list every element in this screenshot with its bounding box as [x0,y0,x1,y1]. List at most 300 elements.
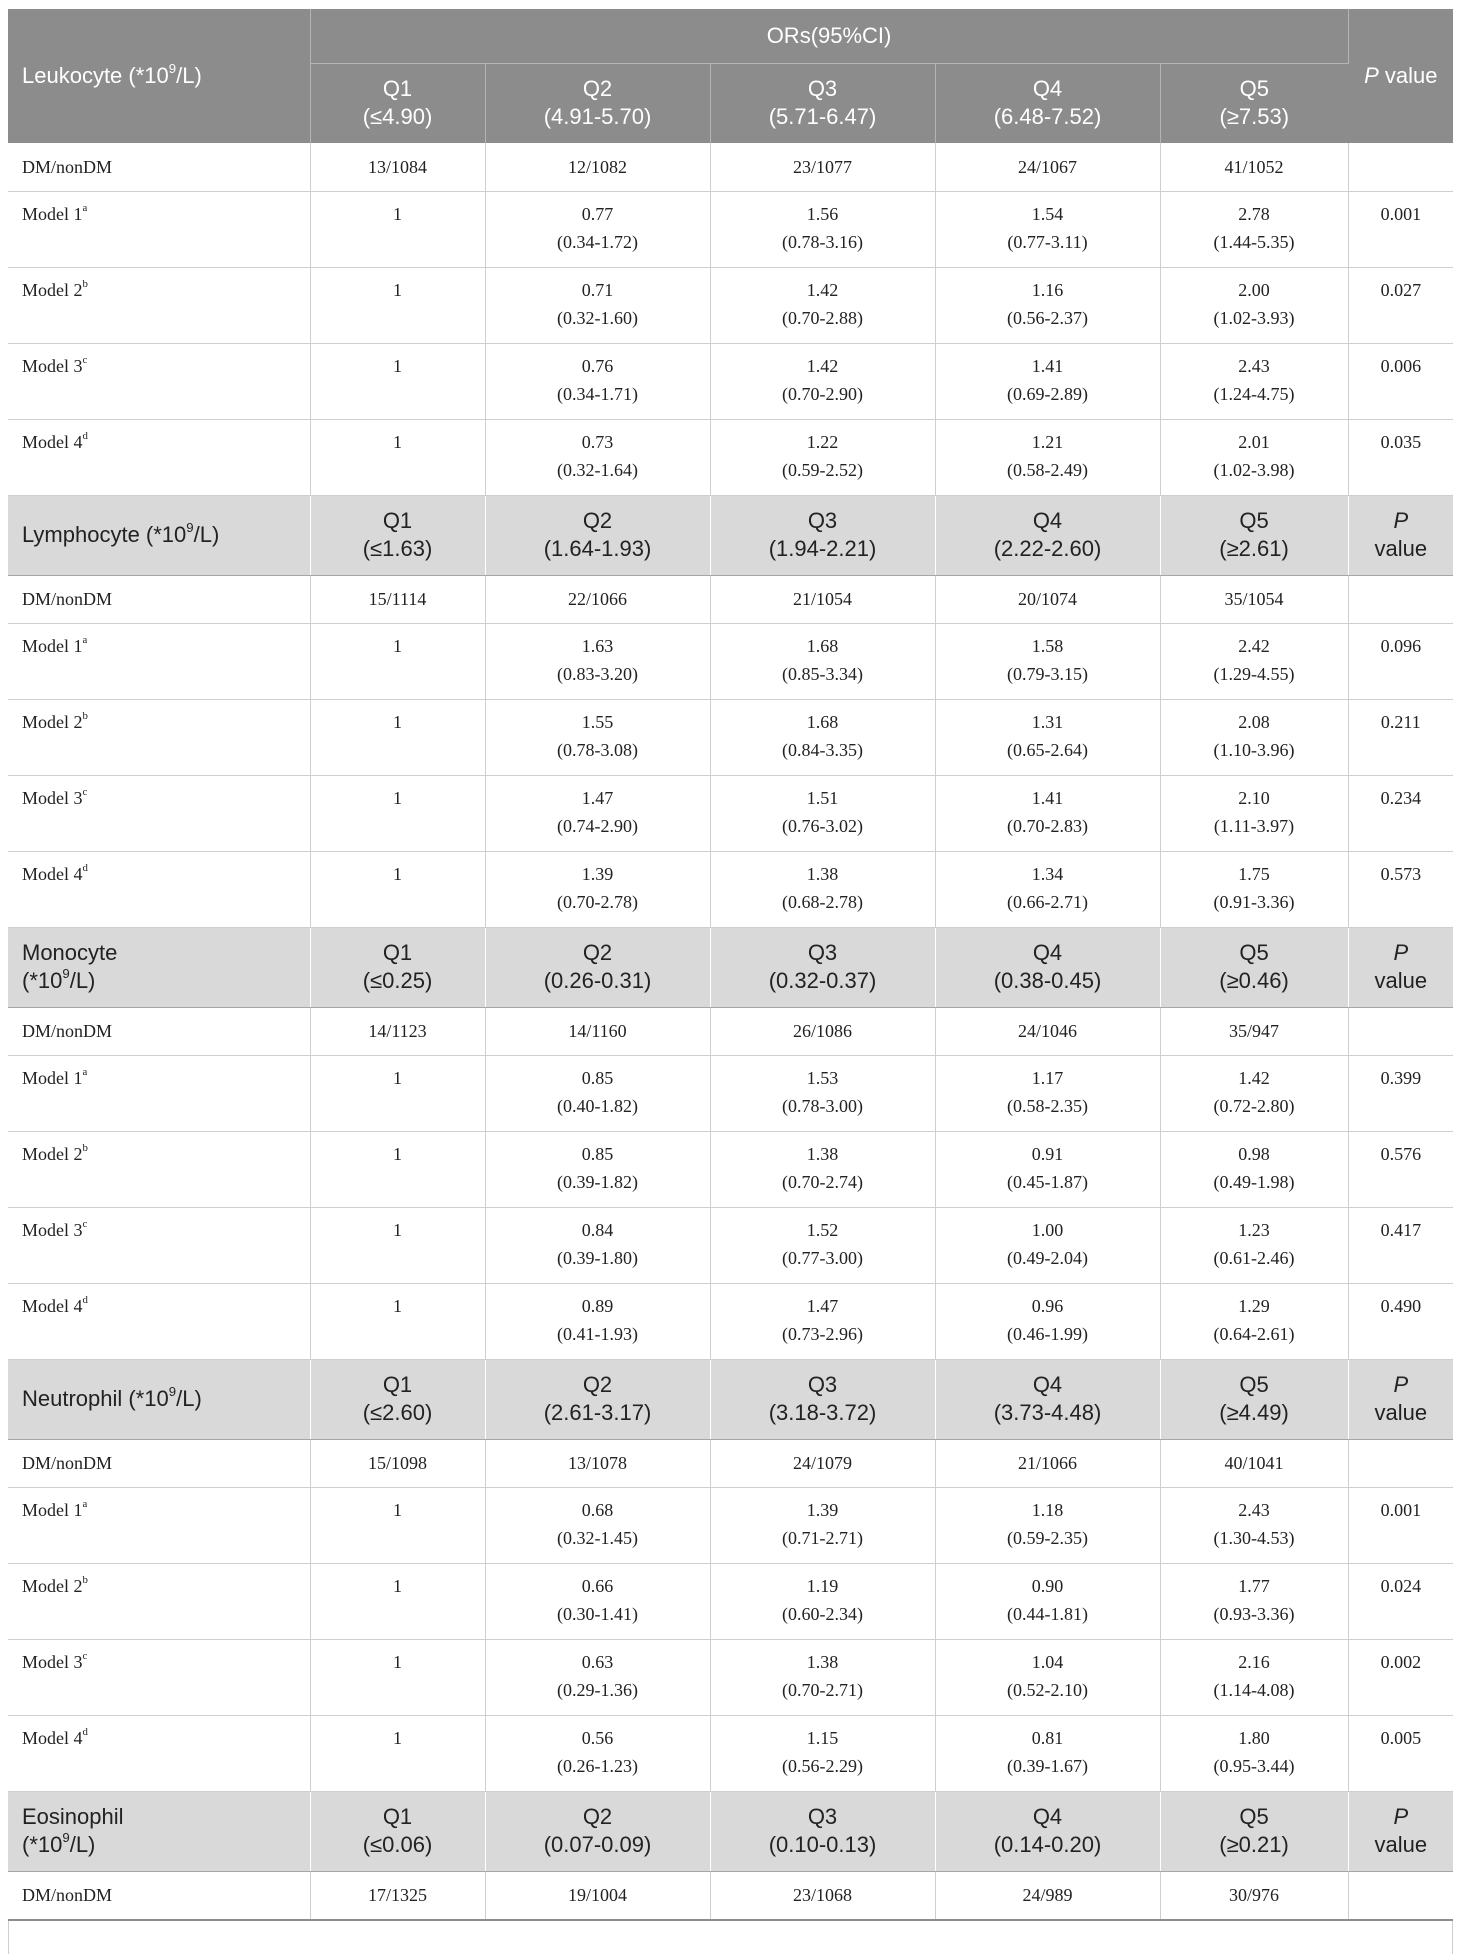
model-label [8,623,310,699]
eosinophil-label-exp: 9 [62,1829,70,1845]
leukocyte-label-exp: 9 [168,60,177,76]
quintile-heading [935,1359,1160,1439]
quintile-heading [710,1359,935,1439]
p-value-heading [1348,1359,1453,1439]
counts-cell: 26/1086 [710,1007,935,1055]
or-cell [710,775,935,851]
or-ci: (0.66-2.71) [1007,891,1088,912]
neutrophil-model-row [8,1563,1453,1639]
or-value: 1.23 [1238,1219,1270,1240]
p-value-cell: 0.096 [1348,623,1453,699]
or-value: 1 [393,1143,402,1164]
or-value: 2.01 [1238,431,1270,452]
monocyte-label [8,927,310,1007]
or-cell [485,1487,710,1563]
or-value: 1.04 [1031,1651,1064,1672]
or-cell [710,1055,935,1131]
quintile-range: (≤1.63) [362,536,433,561]
monocyte-model-row [8,1283,1453,1359]
or-cell [310,775,485,851]
model-footnote-mark: a [82,201,88,214]
p-value-cell: 0.234 [1348,775,1453,851]
neutrophil-label-suffix: /L) [176,1386,202,1411]
leukocyte-label-prefix: Leukocyte (*10 [22,63,169,88]
p-value-heading-p: P [1393,1372,1409,1397]
or-cell [1160,419,1348,495]
or-cell [485,343,710,419]
counts-cell: 41/1052 [1160,143,1348,191]
p-value-heading-rest: value [1374,536,1428,561]
or-value: 1.68 [806,635,839,656]
or-ci: (1.10-3.96) [1213,739,1295,760]
counts-cell: 35/1054 [1160,575,1348,623]
or-ci: (0.84-3.35) [782,739,863,760]
model-footnote-mark: c [82,1649,88,1662]
or-cell [935,343,1160,419]
or-ci: (0.45-1.87) [1007,1171,1088,1192]
or-cell [485,267,710,343]
quintile-range: (5.71-6.47) [768,104,877,130]
quintile-heading [1160,1791,1348,1871]
or-value: 1.41 [1031,355,1064,376]
or-value: 1 [393,863,402,884]
or-ci: (0.49-2.04) [1007,1247,1088,1268]
quintile-range: (≤0.06) [362,1832,433,1857]
quintile-heading [310,1359,485,1439]
or-ci: (0.58-2.49) [1007,459,1088,480]
or-ci: (0.76-3.02) [782,815,863,836]
or-ci: (0.30-1.41) [557,1603,638,1624]
neutrophil-counts-row [8,1439,1453,1487]
leukocyte-model-row [8,343,1453,419]
p-value-cell: 0.024 [1348,1563,1453,1639]
quintile-heading [1160,63,1348,143]
quintile-heading [485,495,710,575]
or-cell [1160,851,1348,927]
p-value-heading-rest: value [1378,63,1438,88]
or-value: 1.68 [806,711,839,732]
counts-cell: 24/1079 [710,1439,935,1487]
p-value-heading [1348,9,1453,143]
p-value-cell: 0.002 [1348,1639,1453,1715]
p-value-heading-rest: value [1374,968,1428,993]
or-cell [310,1487,485,1563]
lymphocyte-subheader-row [8,495,1453,575]
or-value: 1.31 [1031,711,1064,732]
p-value-heading-rest: value [1374,1832,1428,1857]
or-value: 1.00 [1031,1219,1064,1240]
footer-left-edge [0,1921,9,1954]
model-label-text: Model 1 [22,635,83,656]
quintile-range: (≥2.61) [1219,536,1289,561]
counts-label: DM/nonDM [8,1871,310,1919]
or-value: 1.38 [806,1143,839,1164]
quintile-range: (0.10-0.13) [768,1832,877,1857]
model-footnote-mark: a [82,1065,88,1078]
or-ci: (0.77-3.11) [1007,231,1088,252]
or-cell [710,1283,935,1359]
or-ci: (0.59-2.35) [1007,1527,1088,1548]
quintile-heading [310,495,485,575]
quintile-label: Q2 [582,1372,613,1397]
lymphocyte-label-prefix: Lymphocyte (*10 [22,522,187,547]
model-footnote-mark: c [82,1217,88,1230]
quintile-label: Q5 [1239,508,1269,533]
or-ci: (0.34-1.71) [557,383,638,404]
or-ci: (0.44-1.81) [1007,1603,1088,1624]
model-label [8,1715,310,1791]
or-value: 1.63 [581,635,614,656]
or-cell [710,343,935,419]
or-ci: (0.72-2.80) [1213,1095,1295,1116]
quintile-label: Q2 [582,76,613,102]
or-cell [710,699,935,775]
or-value: 0.66 [581,1575,614,1596]
or-cell [485,1131,710,1207]
model-footnote-mark: a [82,1497,88,1510]
quintile-range: (3.18-3.72) [768,1400,877,1425]
quintile-label: Q2 [582,508,613,533]
quintile-range: (0.38-0.45) [993,968,1102,993]
or-value: 0.56 [581,1727,614,1748]
or-value: 1 [393,355,402,376]
or-ci: (0.95-3.44) [1213,1755,1295,1776]
or-ci: (1.14-4.08) [1213,1679,1295,1700]
leukocyte-label [8,9,310,143]
model-label [8,851,310,927]
quintile-label: Q4 [1032,76,1063,102]
or-value: 0.96 [1031,1295,1064,1316]
quintile-range: (≥0.46) [1219,968,1289,993]
model-label [8,775,310,851]
quintile-label: Q1 [382,1372,413,1397]
or-ci: (0.93-3.36) [1213,1603,1295,1624]
quintile-heading [485,1359,710,1439]
odds-ratio-table [8,9,1453,1920]
p-value-cell: 0.001 [1348,1487,1453,1563]
p-value-cell [1348,143,1453,191]
or-ci: (0.70-2.74) [782,1171,863,1192]
or-cell [485,1207,710,1283]
leukocyte-label-suffix: /L) [176,63,202,88]
eosinophil-subheader-row [8,1791,1453,1871]
or-value: 1.53 [806,1067,839,1088]
p-value-heading-rest: value [1374,1400,1428,1425]
or-ci: (1.29-4.55) [1213,663,1295,684]
model-label [8,1639,310,1715]
counts-cell: 24/1067 [935,143,1160,191]
or-value: 0.85 [581,1143,614,1164]
quintile-heading [1160,495,1348,575]
quintile-label: Q2 [582,1804,613,1829]
or-value: 1.16 [1031,279,1064,300]
or-value: 2.08 [1238,711,1270,732]
quintile-label: Q5 [1239,76,1269,102]
or-ci: (1.11-3.97) [1213,815,1295,836]
or-ci: (0.69-2.89) [1007,383,1088,404]
or-cell [310,1639,485,1715]
quintile-label: Q2 [582,940,613,965]
quintile-label: Q4 [1032,508,1063,533]
quintile-range: (0.26-0.31) [543,968,652,993]
or-ci: (0.40-1.82) [557,1095,638,1116]
or-value: 1 [393,1727,402,1748]
counts-cell: 30/976 [1160,1871,1348,1919]
quintile-label: Q1 [382,1804,413,1829]
or-value: 1.80 [1238,1727,1270,1748]
model-label [8,1283,310,1359]
quintile-heading [935,1791,1160,1871]
p-value-cell: 0.006 [1348,343,1453,419]
or-ci: (0.70-2.90) [782,383,863,404]
or-value: 1.47 [581,787,614,808]
or-cell [935,1055,1160,1131]
model-label-text: Model 3 [22,1219,83,1240]
quintile-heading [1160,927,1348,1007]
or-ci: (0.52-2.10) [1007,1679,1088,1700]
quintile-heading [485,927,710,1007]
counts-cell: 23/1077 [710,143,935,191]
counts-cell: 15/1114 [310,575,485,623]
or-cell [310,191,485,267]
or-ci: (0.77-3.00) [782,1247,863,1268]
or-cell [935,419,1160,495]
model-label-text: Model 4 [22,1727,83,1748]
model-footnote-mark: c [82,353,88,366]
or-value: 1.22 [806,431,839,452]
counts-cell: 17/1325 [310,1871,485,1919]
or-ci: (0.39-1.82) [557,1171,638,1192]
or-ci: (0.39-1.67) [1007,1755,1088,1776]
p-value-cell: 0.490 [1348,1283,1453,1359]
quintile-range: (≥4.49) [1219,1400,1289,1425]
or-value: 1 [393,711,402,732]
or-ci: (0.78-3.00) [782,1095,863,1116]
p-value-cell: 0.005 [1348,1715,1453,1791]
or-cell [710,1639,935,1715]
model-footnote-mark: b [82,709,88,722]
or-cell [310,1055,485,1131]
neutrophil-model-row [8,1715,1453,1791]
monocyte-label-line1: Monocyte [22,940,118,965]
p-value-heading [1348,927,1453,1007]
quintile-label: Q1 [382,940,413,965]
or-cell [710,191,935,267]
model-label-text: Model 4 [22,1295,83,1316]
or-ci: (0.74-2.90) [557,815,638,836]
neutrophil-model-row [8,1639,1453,1715]
model-label [8,191,310,267]
quintile-heading [485,63,710,143]
counts-cell: 15/1098 [310,1439,485,1487]
or-value: 2.78 [1238,203,1270,224]
table-header [8,9,1453,143]
or-cell [1160,191,1348,267]
model-label-text: Model 1 [22,203,83,224]
neutrophil-model-row [8,1487,1453,1563]
model-label-text: Model 1 [22,1067,83,1088]
p-value-heading-p: P [1393,940,1409,965]
leukocyte-model-row [8,419,1453,495]
eosinophil-label-line2 [22,1831,310,1859]
or-ci: (0.32-1.60) [557,307,638,328]
model-label-text: Model 1 [22,1499,83,1520]
or-cell [485,1563,710,1639]
or-cell [935,1207,1160,1283]
or-value: 1.17 [1031,1067,1064,1088]
or-value: 0.84 [581,1219,614,1240]
or-cell [710,851,935,927]
or-cell [935,1487,1160,1563]
model-label [8,1563,310,1639]
quintile-label: Q3 [807,76,838,102]
or-ci: (0.59-2.52) [782,459,863,480]
or-value: 0.89 [581,1295,614,1316]
or-value: 2.10 [1238,787,1270,808]
or-cell [1160,775,1348,851]
model-label-text: Model 3 [22,355,83,376]
or-ci: (0.39-1.80) [557,1247,638,1268]
counts-cell: 35/947 [1160,1007,1348,1055]
or-value: 0.71 [581,279,614,300]
or-cell [310,1131,485,1207]
quintile-heading [485,1791,710,1871]
quintile-heading [710,1791,935,1871]
or-cell [485,419,710,495]
or-cell [310,623,485,699]
monocyte-model-row [8,1131,1453,1207]
quintile-range: (1.64-1.93) [543,536,652,561]
quintile-heading [935,495,1160,575]
or-value: 2.43 [1238,355,1270,376]
or-ci: (0.68-2.78) [782,891,863,912]
or-ci: (0.70-2.78) [557,891,638,912]
or-ci: (0.71-2.71) [782,1527,863,1548]
or-cell [310,343,485,419]
or-value: 0.77 [581,203,614,224]
or-value: 1.58 [1031,635,1064,656]
or-cell [935,1715,1160,1791]
model-label [8,699,310,775]
quintile-heading [710,495,935,575]
quintile-heading [935,927,1160,1007]
quintile-heading [935,63,1160,143]
or-ci: (0.58-2.35) [1007,1095,1088,1116]
p-value-heading-p: P [1393,508,1409,533]
lymphocyte-model-row [8,775,1453,851]
or-value: 0.91 [1031,1143,1064,1164]
or-value: 1 [393,1219,402,1240]
lymphocyte-label-suffix: /L) [193,522,220,547]
model-footnote-mark: d [82,1293,88,1306]
neutrophil-label-prefix: Neutrophil (*10 [22,1386,169,1411]
leukocyte-counts-row [8,143,1453,191]
or-cell [1160,1563,1348,1639]
model-label [8,419,310,495]
quintile-label: Q4 [1032,940,1063,965]
or-cell [310,1283,485,1359]
model-label-text: Model 2 [22,279,83,300]
neutrophil-label [8,1359,310,1439]
or-value: 1.77 [1238,1575,1270,1596]
or-value: 1.52 [806,1219,839,1240]
or-value: 1 [393,1295,402,1316]
or-cell [710,1207,935,1283]
or-ci: (0.34-1.72) [557,231,638,252]
quintile-heading [710,927,935,1007]
p-value-cell [1348,1439,1453,1487]
leukocyte-model-row [8,267,1453,343]
or-cell [485,1639,710,1715]
or-ci: (1.02-3.98) [1213,459,1295,480]
or-ci: (0.65-2.64) [1007,739,1088,760]
or-value: 1.56 [806,203,839,224]
or-cell [485,1283,710,1359]
quintile-label: Q3 [807,1804,838,1829]
counts-cell: 24/989 [935,1871,1160,1919]
counts-cell: 19/1004 [485,1871,710,1919]
p-value-cell: 0.027 [1348,267,1453,343]
lymphocyte-model-row [8,699,1453,775]
or-cell [485,775,710,851]
model-label [8,1207,310,1283]
or-value: 1.39 [806,1499,839,1520]
p-value-cell: 0.399 [1348,1055,1453,1131]
quintile-range: (≤4.90) [362,104,433,130]
counts-cell: 21/1066 [935,1439,1160,1487]
monocyte-label-prefix: (*10 [22,968,63,993]
quintile-heading [1160,1359,1348,1439]
counts-cell: 22/1066 [485,575,710,623]
lymphocyte-model-row [8,623,1453,699]
or-value: 0.73 [581,431,614,452]
model-footnote-mark: b [82,1141,88,1154]
or-value: 1.15 [806,1727,839,1748]
counts-cell: 23/1068 [710,1871,935,1919]
model-label [8,343,310,419]
quintile-range: (≥0.21) [1219,1832,1289,1857]
model-label [8,1055,310,1131]
model-footnote-mark: c [82,785,88,798]
quintile-range: (0.32-0.37) [768,968,877,993]
or-ci: (0.46-1.99) [1007,1323,1088,1344]
or-cell [485,699,710,775]
or-value: 0.76 [581,355,614,376]
p-value-heading [1348,1791,1453,1871]
quintile-range: (1.94-2.21) [768,536,877,561]
model-label-text: Model 3 [22,1651,83,1672]
monocyte-counts-row [8,1007,1453,1055]
counts-label: DM/nonDM [8,575,310,623]
model-label [8,267,310,343]
lymphocyte-label [8,495,310,575]
model-label-text: Model 4 [22,863,83,884]
table-bottom-rule [8,1919,1453,1921]
p-value-cell: 0.417 [1348,1207,1453,1283]
counts-cell: 14/1160 [485,1007,710,1055]
or-value: 1.18 [1031,1499,1064,1520]
model-footnote-mark: d [82,861,88,874]
quintile-label: Q5 [1239,1372,1269,1397]
or-value: 1 [393,279,402,300]
or-value: 0.90 [1031,1575,1064,1596]
counts-cell: 20/1074 [935,575,1160,623]
quintile-heading [710,63,935,143]
quintile-range: (≥7.53) [1219,104,1290,130]
quintile-heading [310,1791,485,1871]
eosinophil-label [8,1791,310,1871]
counts-cell: 40/1041 [1160,1439,1348,1487]
